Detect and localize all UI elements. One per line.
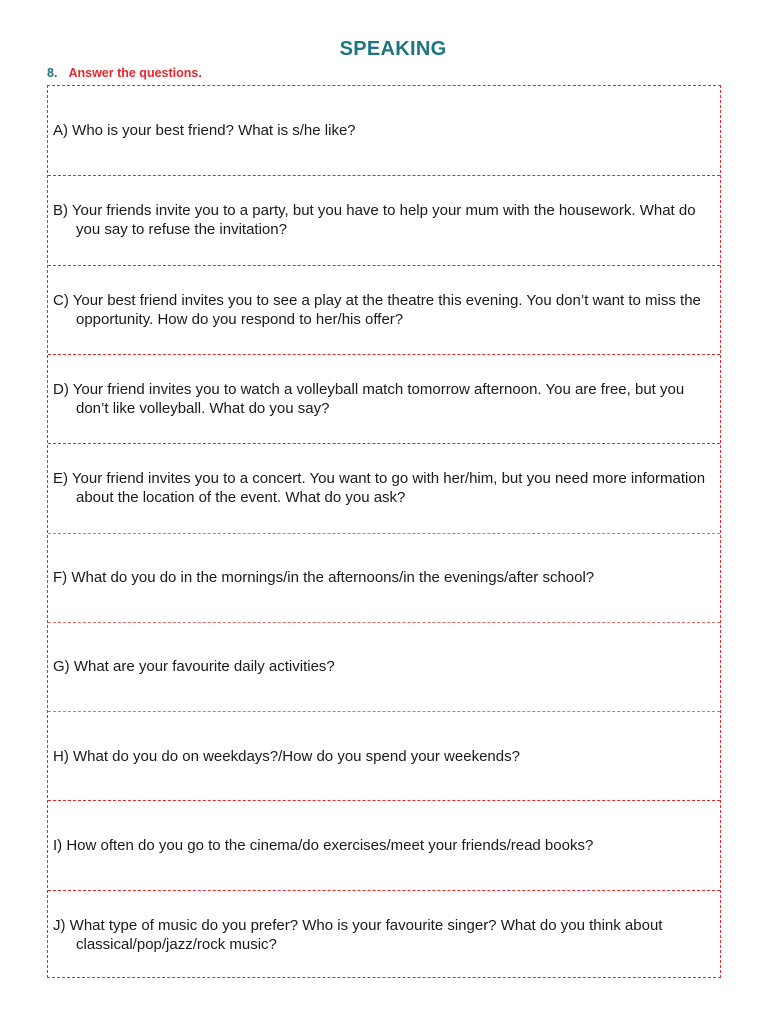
exercise-number: 8. xyxy=(47,66,58,80)
question-text: A) Who is your best friend? What is s/he like? xyxy=(53,122,356,140)
question-row-e xyxy=(48,443,720,532)
question-text: F) What do you do in the mornings/in the afternoons/in the evenings/after school? xyxy=(53,569,595,587)
question-text: B) Your friends invite you to a party, but you have to help your mum with the housework. What do you say to refuse the invitation? xyxy=(53,202,696,239)
question-row-b xyxy=(48,175,720,264)
question-text: C) Your best friend invites you to see a play at the theatre this evening. You don’t want to miss the opportunity. How do you respond to her/his offer? xyxy=(53,291,701,328)
question-row-f xyxy=(48,533,720,622)
question-text: I) How often do you go to the cinema/do exercises/meet your friends/read books? xyxy=(53,837,594,855)
question-row-d xyxy=(48,354,720,443)
question-row-c xyxy=(48,265,720,354)
question-text: D) Your friend invites you to watch a volleyball match tomorrow afternoon. You are free, but you don’t like volleyball. What do you say? xyxy=(53,381,685,418)
instruction-text: Answer the questions. xyxy=(68,66,202,80)
question-row-i xyxy=(48,800,720,889)
question-text: H) What do you do on weekdays?/How do you spend your weekends? xyxy=(53,747,520,765)
question-row-g xyxy=(48,622,720,711)
question-text: E) Your friend invites you to a concert. You want to go with her/him, but you need more information about the location of the event. What do you ask? xyxy=(53,470,706,507)
questions-box xyxy=(47,85,721,978)
question-text: J) What type of music do you prefer? Who is your favourite singer? What do you think about classical/pop/jazz/rock music? xyxy=(53,916,663,953)
question-text: G) What are your favourite daily activities? xyxy=(53,658,335,676)
question-row-a xyxy=(48,86,720,175)
page-title: SPEAKING xyxy=(339,38,447,60)
question-row-h xyxy=(48,711,720,800)
exercise-instruction xyxy=(47,66,202,80)
question-row-j xyxy=(48,890,720,979)
